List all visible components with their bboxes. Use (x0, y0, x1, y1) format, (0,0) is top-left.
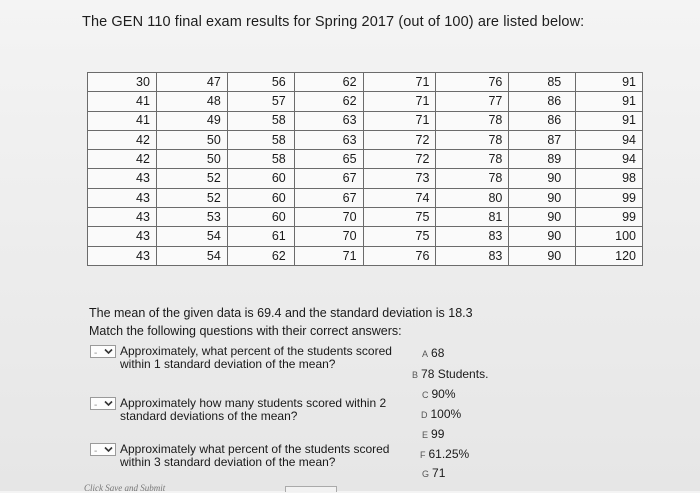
table-cell: 52 (157, 169, 227, 188)
chevron-down-icon (104, 348, 113, 355)
table-cell: 78 (436, 169, 508, 188)
table-cell: 50 (157, 131, 227, 150)
table-cell: 86 (509, 92, 575, 111)
table-cell: 58 (228, 150, 294, 169)
stats-text: The mean of the given data is 69.4 and the standard deviation is 18.3 (89, 306, 473, 320)
table-cell: 71 (364, 92, 436, 111)
table-cell: 49 (157, 112, 227, 131)
table-cell: 98 (576, 169, 642, 188)
question-line: Approximately, what percent of the students scored (120, 344, 392, 358)
answer-letter: G (422, 469, 430, 479)
question-line: within 1 standard deviation of the mean? (120, 357, 336, 371)
table-cell: 56 (228, 73, 294, 92)
table-cell: 85 (509, 73, 575, 92)
table-cell: 41 (88, 92, 156, 111)
table-cell: 62 (295, 92, 363, 111)
question-text (120, 345, 420, 371)
question-text (120, 397, 420, 423)
answer-text: 61.25% (428, 447, 470, 461)
answer-letter: D (421, 410, 428, 420)
answer-option (422, 466, 445, 480)
table-cell: 90 (509, 227, 575, 246)
answer-letter: C (422, 390, 429, 400)
table-cell: 43 (88, 208, 156, 227)
answer-select-2[interactable] (90, 397, 116, 410)
table-cell: 58 (228, 112, 294, 131)
select-value: - (94, 348, 98, 359)
table-cell: 94 (576, 131, 642, 150)
table-cell: 42 (88, 150, 156, 169)
table-cell: 99 (576, 189, 642, 208)
exam-results-table (87, 72, 643, 266)
table-cell: 70 (295, 227, 363, 246)
question-line: Approximately how many students scored within 2 (120, 396, 387, 410)
table-cell: 91 (576, 92, 642, 111)
table-cell: 63 (295, 112, 363, 131)
table-column (576, 73, 642, 265)
table-cell: 83 (436, 227, 508, 246)
answer-option (422, 387, 456, 401)
answer-letter: A (422, 349, 429, 359)
table-cell: 90 (509, 169, 575, 188)
table-cell: 78 (436, 131, 508, 150)
answer-select-1[interactable] (90, 345, 116, 358)
table-cell: 71 (342, 248, 357, 263)
table-cell: 91 (576, 73, 642, 92)
question-line: standard deviations of the mean? (120, 409, 298, 423)
table-column (88, 73, 157, 265)
table-column (436, 73, 509, 265)
table-cell: 48 (157, 92, 227, 111)
table-cell: 53 (157, 208, 227, 227)
answer-option (420, 447, 469, 461)
table-column (295, 73, 364, 265)
answer-option (412, 367, 488, 381)
table-cell: 54 (157, 227, 227, 246)
table-cell: 54 (206, 248, 221, 263)
table-cell: 90 (509, 208, 575, 227)
table-cell: 83 (488, 248, 503, 263)
table-cell: 43 (88, 189, 156, 208)
question-text (120, 443, 420, 469)
select-value: - (94, 446, 98, 457)
answer-select-3[interactable] (90, 443, 116, 456)
table-cell: 60 (228, 208, 294, 227)
answer-text: 68 (431, 346, 445, 360)
table-cell: 74 (364, 189, 436, 208)
answer-letter: B (412, 370, 419, 380)
table-cell: 57 (228, 92, 294, 111)
table-cell: 61 (228, 227, 294, 246)
instructions-text: Match the following questions with their correct answers: (89, 324, 402, 338)
answer-text: 78 Students. (421, 367, 489, 381)
table-cell: 62 (295, 73, 363, 92)
question-line: within 3 standard deviation of the mean? (120, 455, 336, 469)
table-cell: 77 (436, 92, 508, 111)
table-cell: 42 (88, 131, 156, 150)
chevron-down-icon (104, 446, 113, 453)
table-cell: 60 (228, 169, 294, 188)
table-cell: 71 (364, 73, 436, 92)
footer-button[interactable] (285, 486, 337, 492)
table-cell: 63 (295, 131, 363, 150)
table-cell: 90 (509, 189, 575, 208)
table-cell: 43 (88, 169, 156, 188)
table-cell: 65 (295, 150, 363, 169)
table-cell: 72 (364, 150, 436, 169)
table-cell: 86 (509, 112, 575, 131)
table-column (509, 73, 576, 265)
question-line: Approximately what percent of the students scored (120, 442, 390, 456)
table-cell: 89 (509, 150, 575, 169)
table-column (364, 73, 437, 265)
answer-letter: E (422, 430, 429, 440)
answer-text: 90% (431, 387, 456, 401)
answer-letter: F (420, 450, 426, 460)
table-cell: 47 (157, 73, 227, 92)
table-cell: 50 (157, 150, 227, 169)
page-title: The GEN 110 final exam results for Spring 2017 (out of 100) are listed below: (82, 14, 585, 30)
table-cell: 41 (88, 112, 156, 131)
table-cell: 99 (576, 208, 642, 227)
table-cell: 62 (271, 248, 286, 263)
table-cell: 70 (295, 208, 363, 227)
table-cell: 43 (136, 248, 150, 263)
answer-text: 71 (432, 466, 446, 480)
table-cell: 94 (576, 150, 642, 169)
table-cell: 80 (436, 189, 508, 208)
table-cell: 67 (295, 169, 363, 188)
table-cell: 100 (576, 227, 642, 246)
answer-option (422, 427, 444, 441)
table-cell: 43 (88, 227, 156, 246)
answer-option (421, 407, 461, 421)
table-cell: 78 (436, 150, 508, 169)
table-cell: 52 (157, 189, 227, 208)
footer-text: Click Save and Submit (84, 483, 166, 493)
table-cell: 76 (436, 73, 508, 92)
table-cell: 76 (415, 248, 430, 263)
table-cell: 30 (88, 73, 156, 92)
table-cell: 91 (576, 112, 642, 131)
table-column (157, 73, 228, 265)
table-column (228, 73, 295, 265)
table-cell: 71 (364, 112, 436, 131)
table-cell: 75 (364, 208, 436, 227)
answer-text: 99 (431, 427, 445, 441)
table-cell: 120 (615, 248, 637, 263)
table-cell: 67 (295, 189, 363, 208)
table-cell: 73 (364, 169, 436, 188)
select-value: - (94, 400, 98, 411)
table-cell: 75 (364, 227, 436, 246)
table-cell: 60 (228, 189, 294, 208)
chevron-down-icon (104, 400, 113, 407)
table-cell: 72 (364, 131, 436, 150)
table-cell: 58 (228, 131, 294, 150)
table-cell: 78 (436, 112, 508, 131)
table-cell: 87 (509, 131, 575, 150)
answer-text: 100% (430, 407, 462, 421)
table-cell: 90 (547, 248, 562, 263)
answer-option (422, 346, 444, 360)
table-cell: 81 (436, 208, 508, 227)
